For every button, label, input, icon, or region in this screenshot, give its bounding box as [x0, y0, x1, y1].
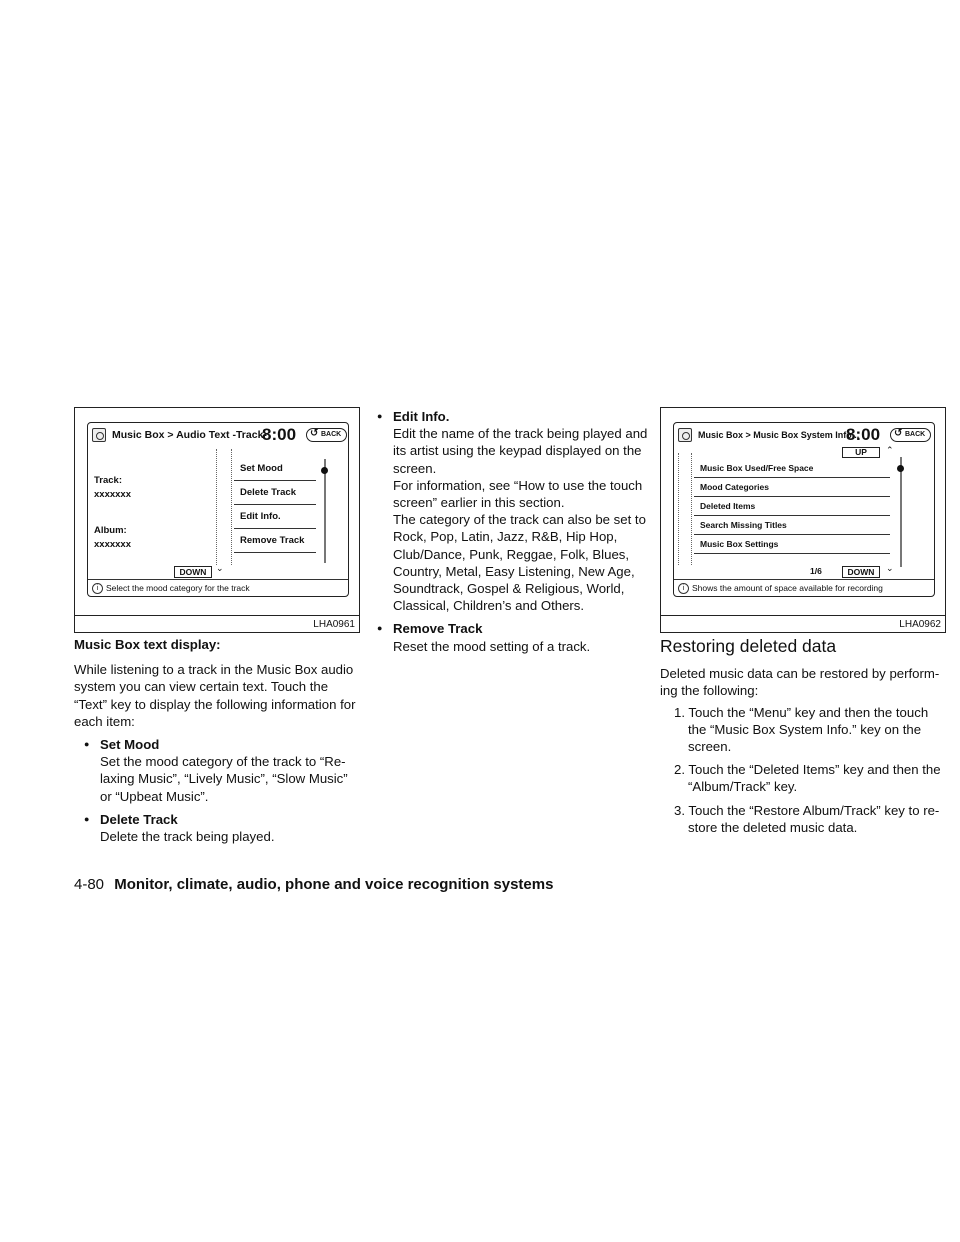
- scrollbar[interactable]: [900, 457, 902, 567]
- figure-id: LHA0962: [899, 619, 941, 630]
- status-bar: [674, 579, 934, 596]
- breadcrumb: Music Box > Music Box System Info...: [698, 430, 860, 440]
- up-button[interactable]: UP: [842, 447, 880, 458]
- figure-divider: [661, 615, 945, 616]
- list-item: [367, 620, 653, 654]
- middle-column: [367, 408, 653, 655]
- screen-titlebar: [88, 423, 348, 447]
- music-box-settings-button[interactable]: Music Box Settings: [694, 535, 890, 554]
- list-item: [74, 736, 360, 805]
- intro-paragraph: While listening to a track in the Music Box audio system you can view certain text. Touch the “Text” key to display the following information for each item:: [74, 662, 356, 729]
- back-button[interactable]: ↺ BACK: [890, 428, 931, 442]
- list-item: 1. Touch the “Menu” key and then the touch the “Music Box System Info.” key on the screen.: [674, 704, 929, 755]
- item-title: ● Delete Track: [100, 811, 178, 827]
- page-number: 4-80: [74, 876, 105, 893]
- menu-divider: [216, 449, 232, 565]
- screen-titlebar: [674, 423, 934, 447]
- edit-info-button[interactable]: Edit Info.: [234, 505, 316, 529]
- menu-divider: [678, 453, 692, 565]
- figure-divider: [75, 615, 359, 616]
- page-indicator: 1/6: [810, 566, 822, 576]
- chevron-down-icon: ⌄: [886, 563, 894, 573]
- album-label: Album:: [94, 525, 127, 536]
- item-body: Edit the name of the track being played and its artist using the keypad displayed on the screen.: [393, 426, 648, 476]
- info-icon: i: [678, 583, 689, 594]
- status-bar: [88, 579, 348, 596]
- item-title: ● Remove Track: [393, 621, 483, 637]
- figure-music-box-system-info: [660, 407, 946, 633]
- item-body: For information, see “How to use the touch screen” earlier in this section.: [393, 477, 643, 511]
- list-item: [367, 408, 653, 614]
- figure-music-box-text: [74, 407, 360, 633]
- remove-track-button[interactable]: Remove Track: [234, 529, 316, 553]
- item-body: Delete the track being played.: [100, 829, 275, 845]
- chevron-up-icon: ⌃: [886, 445, 894, 455]
- info-icon: i: [92, 583, 103, 594]
- clock: 8:00: [846, 425, 881, 444]
- chapter-title: Monitor, climate, audio, phone and voice recognition systems: [114, 876, 554, 893]
- left-column: [74, 636, 360, 845]
- down-button[interactable]: DOWN: [174, 566, 212, 578]
- album-value: xxxxxxx: [94, 539, 131, 550]
- section-heading: Restoring deleted data: [660, 636, 837, 656]
- down-button[interactable]: DOWN: [842, 566, 880, 578]
- delete-track-button[interactable]: Delete Track: [234, 481, 316, 505]
- screen-system-info: [673, 422, 935, 597]
- item-title: ● Edit Info.: [393, 409, 450, 424]
- page-footer: [74, 876, 553, 893]
- chevron-down-icon: ⌄: [216, 563, 224, 573]
- right-column: [660, 638, 946, 836]
- search-missing-titles-button[interactable]: Search Missing Titles: [694, 516, 890, 535]
- status-text: Select the mood category for the track: [106, 583, 250, 593]
- mood-categories-button[interactable]: Mood Categories: [694, 478, 890, 497]
- list-item: 2. Touch the “Deleted Items” key and then the “Album/Track” key.: [674, 762, 941, 795]
- scrollbar-knob[interactable]: [897, 465, 904, 472]
- music-box-icon: [92, 428, 106, 442]
- clock: 8:00: [262, 425, 297, 444]
- list-item: 3. Touch the “Restore Album/Track” key to re-store the deleted music data.: [674, 802, 940, 835]
- status-text: Shows the amount of space available for recording: [692, 583, 883, 593]
- intro-paragraph: Deleted music data can be restored by perform-ing the following:: [660, 666, 940, 699]
- scrollbar-knob[interactable]: [321, 467, 328, 474]
- deleted-items-button[interactable]: Deleted Items: [694, 497, 890, 516]
- item-body: Set the mood category of the track to “Re-laxing Music”, “Lively Music”, “Slow Music” or “Upbeat Music”.: [100, 754, 348, 804]
- item-title: ● Set Mood: [100, 737, 160, 753]
- item-body: The category of the track can also be set to Rock, Pop, Latin, Jazz, R&B, Hip Hop, Club/Dance, Punk, Reggae, Folk, Blues, Country, Metal, Easy Listening, New Age, Soundtrack, Gospel & Religious, World, Classical, Children’s and Others.: [393, 512, 646, 614]
- track-value: xxxxxxx: [94, 489, 131, 500]
- screen-audio-text: [87, 422, 349, 597]
- music-box-icon: [678, 428, 692, 442]
- item-body: Reset the mood setting of a track.: [393, 638, 591, 654]
- figure-id: LHA0961: [313, 619, 355, 630]
- section-heading: Music Box text display:: [74, 637, 221, 652]
- used-free-space-button[interactable]: Music Box Used/Free Space: [694, 459, 890, 478]
- back-button[interactable]: ↺ BACK: [306, 428, 347, 442]
- breadcrumb: Music Box > Audio Text -Track-: [112, 429, 267, 441]
- track-label: Track:: [94, 475, 122, 486]
- list-item: [74, 811, 360, 845]
- set-mood-button[interactable]: Set Mood: [234, 457, 316, 481]
- scrollbar[interactable]: [324, 459, 326, 563]
